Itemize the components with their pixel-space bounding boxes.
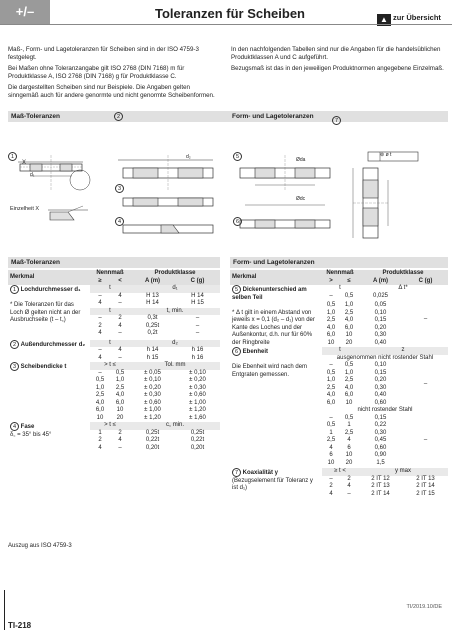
- col-header: C (g): [403, 278, 448, 286]
- sub-header: c꜀ min.: [130, 422, 220, 430]
- cell: 10: [345, 399, 353, 406]
- cell: 6,0: [115, 399, 125, 406]
- col-header: ≤: [340, 278, 358, 286]
- feature-note: * Die Toleranzen für das Loch Ø gelten nicht an der Ausbruchseite (t – t꜀): [10, 302, 81, 324]
- cell: 0,15: [374, 414, 387, 421]
- intro-paragraph: In den nachfolgenden Tabellen sind nur die Angaben für die handelsüblichen Produktklassen A und C aufgeführt.: [231, 46, 441, 61]
- cell: 10: [345, 332, 353, 339]
- cell: 0,5: [344, 362, 354, 369]
- cell: –: [195, 315, 200, 321]
- intro-paragraph: Die dargestellten Scheiben sind nur Beispiele. Die Angaben gelten sinngemäß auch für andere genormte und nicht genormte Scheibenformen.: [8, 84, 215, 99]
- cell: 0,30: [374, 384, 387, 391]
- cell: H 15: [191, 300, 204, 306]
- cell: 10: [116, 407, 124, 413]
- sub-header: ≥ t <: [322, 468, 358, 476]
- col-header: Merkmal: [230, 270, 322, 285]
- cell: ± 0,20: [189, 377, 206, 383]
- cell: 6,0: [344, 324, 354, 331]
- num-circle: 3: [115, 184, 124, 193]
- cell: 2,5: [344, 377, 354, 384]
- cell: 2: [98, 437, 102, 443]
- cell: –: [329, 475, 333, 482]
- col-header: A (m): [358, 278, 403, 286]
- cell: 6,0: [344, 392, 354, 399]
- feature-note: * Δ t gilt in einem Abstand von jeweils x = 0,1 (d₂ – d₁) von der Kante des Loches und der Außenkontur, d.h. nur für 60% der Ringbreite: [232, 309, 315, 346]
- sub-header: t꜀ min.: [130, 308, 220, 316]
- cell: h 16: [191, 354, 204, 361]
- cell: 2: [98, 322, 102, 329]
- col-header: Produktklasse: [130, 270, 220, 278]
- intro-right: [231, 46, 445, 76]
- cell: 2 IT 13: [416, 475, 435, 482]
- col-header: Produktklasse: [358, 270, 448, 278]
- cell: 0,20: [374, 324, 387, 331]
- cell: 4: [118, 322, 122, 329]
- fig-label-3: [115, 180, 124, 198]
- cell: ± 1,00: [144, 407, 161, 413]
- cell: 0,30: [374, 429, 387, 436]
- cell: ± 0,30: [189, 384, 206, 391]
- cell: ± 0,05: [144, 369, 161, 376]
- cell: –: [98, 369, 102, 376]
- cell: 2 IT 15: [416, 490, 435, 497]
- cell: 0,5: [326, 302, 336, 309]
- cell: 4,0: [344, 384, 354, 391]
- document-code: TI/2019.10/DE: [406, 604, 442, 610]
- cell: –: [423, 380, 428, 387]
- cell: 4: [118, 437, 122, 443]
- cell: 10: [327, 339, 335, 346]
- cell: 0,25t: [145, 429, 160, 436]
- cell: 2: [329, 483, 333, 490]
- sub-header: > t ≤: [90, 362, 130, 370]
- feature-label: Ebenheit: [242, 349, 269, 356]
- sub-header: t: [322, 347, 358, 355]
- frame-label: ⊚ ø t: [380, 152, 392, 158]
- table-row: [8, 340, 220, 348]
- intro-left: [8, 46, 220, 103]
- d1-label: d₁: [30, 172, 35, 178]
- cell: 1: [329, 429, 333, 436]
- cell: 0,15: [374, 369, 387, 376]
- dc-label: Ødc: [296, 196, 306, 202]
- cell: h 14: [146, 347, 159, 353]
- fig-label-4: [115, 213, 124, 231]
- left-tolerance-table: [8, 270, 220, 452]
- cell: 1,0: [344, 369, 354, 376]
- cell: 6,0: [326, 399, 336, 406]
- cell: 4,0: [344, 317, 354, 324]
- cell: –: [98, 315, 102, 321]
- feature-label: Lochdurchmesser d₁: [20, 287, 81, 294]
- cell: –: [423, 316, 428, 323]
- cell: 2: [347, 475, 351, 482]
- right-tolerance-table: [230, 270, 448, 498]
- table-row: [230, 285, 448, 293]
- cell: 2,5: [326, 317, 336, 324]
- table-row: [230, 468, 448, 476]
- cell: ± 0,10: [189, 369, 206, 376]
- cell: ± 1,00: [189, 399, 206, 406]
- col-header: Nennmaß: [322, 270, 358, 278]
- sub-header: d₁: [130, 285, 220, 293]
- intro-paragraph: Bei Maßen ohne Toleranzangabe gilt ISO 2768 (DIN 7168) m für Produktklasse A, ISO 2768 (DIN 7168) g für Produktklasse C.: [8, 65, 185, 80]
- cell: 4: [98, 330, 102, 336]
- cell: ± 0,60: [144, 399, 161, 406]
- cell: 4: [329, 490, 333, 497]
- cell: 0,40: [374, 392, 387, 399]
- num-circle: 1: [8, 152, 17, 161]
- cell: 1,0: [115, 377, 125, 383]
- cell: 2: [118, 429, 122, 436]
- cell: 0,40: [374, 339, 387, 346]
- figures-form-title: Form- und Lagetoleranzen: [232, 113, 314, 120]
- cell: 2,5: [95, 392, 105, 398]
- feature-label: Außendurchmesser d₂: [20, 341, 86, 348]
- cell: –: [347, 490, 351, 497]
- table-row: [8, 422, 220, 430]
- cell: H 13: [146, 292, 159, 299]
- fig-label-5: [233, 148, 242, 166]
- cell: –: [98, 347, 102, 353]
- cell: 2,5: [115, 384, 125, 391]
- cell: 0,60: [374, 399, 387, 406]
- num-circle: 6: [233, 217, 242, 226]
- cell: 1,5: [376, 459, 385, 466]
- cell: 0,025: [372, 292, 388, 299]
- num-circle: 5: [232, 285, 241, 294]
- cell: 6: [329, 452, 333, 459]
- sub-header: Δ t*: [398, 285, 408, 291]
- cell: 4,0: [115, 392, 125, 398]
- feature-cell: [8, 285, 90, 340]
- band-label: ausgenommen nicht rostender Stahl: [336, 354, 434, 361]
- page-header: [0, 0, 452, 40]
- cell: 4,0: [95, 399, 105, 406]
- feature-cell: [8, 340, 90, 363]
- cell: 6: [347, 444, 351, 451]
- cell: 1,0: [95, 384, 105, 391]
- cell: ± 0,10: [144, 377, 161, 383]
- source-note: Auszug aus ISO 4759-3: [8, 543, 72, 549]
- cell: 0,15: [374, 317, 387, 324]
- num-circle: 6: [232, 347, 241, 356]
- cell: –: [423, 437, 428, 444]
- feature-label: Fase: [20, 424, 35, 431]
- col-header: <: [110, 278, 130, 286]
- cell: ± 1,20: [189, 407, 206, 413]
- cell: 0,10: [374, 362, 387, 369]
- table-row: [8, 362, 220, 370]
- num-circle: 2: [114, 112, 123, 121]
- left-table-bar: Maß-Toleranzen: [8, 257, 220, 268]
- cell: 2,5: [344, 309, 354, 316]
- cell: 1: [98, 429, 102, 436]
- table-header-row: [230, 270, 448, 278]
- cell: 4,0: [326, 324, 336, 331]
- num-circle: 2: [10, 340, 19, 349]
- cell: 0,2t: [147, 330, 158, 336]
- intro-paragraph: Bezugsmaß ist das in den jeweiligen Produktnormen angegebene Einzelmaß.: [231, 65, 444, 72]
- cell: 2,5: [344, 429, 354, 436]
- cell: 4: [98, 354, 102, 361]
- fig-7-drawing: [338, 150, 448, 245]
- table-row: [230, 347, 448, 355]
- cell: 0,05: [374, 302, 387, 309]
- fig-label-6: [233, 213, 242, 231]
- cell: 4: [329, 444, 333, 451]
- cell: 2 IT 14: [416, 483, 435, 490]
- cell: –: [195, 322, 200, 329]
- cell: 0,20t: [145, 444, 160, 451]
- cell: ± 0,30: [144, 392, 161, 398]
- header-rule: [0, 24, 452, 25]
- d2-label: d₂: [186, 154, 191, 160]
- cell: –: [118, 330, 122, 336]
- detail-label: Einzelheit X: [10, 206, 40, 212]
- cell: 4: [118, 292, 122, 299]
- cell: 10: [96, 414, 104, 421]
- cell: 0,90: [374, 452, 387, 459]
- cell: 4: [347, 437, 351, 444]
- cell: ± 0,20: [144, 384, 161, 391]
- cell: 0,60: [374, 444, 387, 451]
- page-edge-line: [4, 590, 5, 630]
- fig-2-3-4-drawing: [113, 150, 223, 245]
- col-header: Nennmaß: [90, 270, 130, 278]
- sub-header: Tol. mm: [130, 362, 220, 370]
- feature-cell: [8, 422, 90, 452]
- col-header: ≥: [90, 278, 110, 286]
- num-circle: 4: [115, 217, 124, 226]
- feature-note: Die Ebenheit wird nach dem Entgraten gemessen.: [232, 364, 308, 378]
- cell: –: [195, 330, 200, 336]
- fig-label-7: [332, 112, 341, 130]
- sub-header: t: [90, 285, 130, 293]
- sub-header: y max: [358, 468, 448, 476]
- col-header: >: [322, 278, 340, 286]
- num-circle: 7: [332, 116, 341, 125]
- table-row: [8, 285, 220, 293]
- cell: 0,45: [374, 437, 387, 444]
- cell: 6,0: [326, 332, 336, 339]
- cell: –: [329, 414, 333, 421]
- cell: 0,5: [344, 292, 354, 299]
- cell: 2,5: [326, 384, 336, 391]
- feature-note: (Bezugselement für Toleranz y ist d₁): [232, 477, 313, 492]
- cell: 2: [118, 315, 122, 321]
- cell: ± 0,60: [189, 392, 206, 398]
- cell: 0,25t: [190, 429, 205, 436]
- feature-label: Koaxialität y: [242, 470, 279, 477]
- feature-cell: [230, 285, 322, 347]
- sub-header: z: [358, 347, 448, 355]
- cell: 0,3t: [147, 315, 158, 321]
- cell: 0,5: [344, 414, 354, 421]
- cell: H 14: [191, 292, 204, 299]
- sub-header: t: [90, 340, 130, 348]
- cell: 4: [118, 347, 122, 353]
- sub-header: d₂: [130, 340, 220, 348]
- band-label: nicht rostender Stahl: [357, 407, 413, 414]
- cell: 10: [327, 459, 335, 466]
- cell: 20: [345, 339, 353, 346]
- cell: 10: [345, 452, 353, 459]
- col-header: C (g): [175, 278, 220, 286]
- sub-header: t: [90, 308, 130, 316]
- cell: –: [329, 362, 333, 369]
- cell: 2 IT 14: [371, 490, 390, 497]
- col-header: Merkmal: [8, 270, 90, 285]
- cell: 2 IT 12: [371, 475, 390, 482]
- feature-note: δ꜀ = 35° bis 45°: [10, 431, 52, 438]
- num-circle: 5: [233, 152, 242, 161]
- cell: 4,0: [326, 392, 336, 399]
- cell: –: [98, 292, 102, 299]
- figures-area: [8, 150, 448, 245]
- feature-label: Scheibendicke t: [20, 364, 67, 371]
- cell: 20: [345, 459, 353, 466]
- num-circle: 1: [10, 285, 19, 294]
- cell: h 16: [191, 347, 204, 353]
- feature-cell: [8, 362, 90, 422]
- cell: ± 1,20: [144, 414, 161, 421]
- cell: 2 IT 13: [371, 483, 390, 490]
- cell: 0,10: [374, 309, 387, 316]
- cell: 1,0: [326, 377, 336, 384]
- cell: 2,5: [326, 437, 336, 444]
- cell: 0,22: [374, 422, 387, 429]
- feature-cell: [230, 468, 322, 498]
- cell: h 15: [146, 354, 159, 361]
- right-table-bar: Form- und Lagetoleranzen: [230, 257, 448, 268]
- fig-5-6-drawing: [230, 150, 340, 245]
- cell: 4: [98, 300, 102, 306]
- cell: 0,20t: [190, 444, 205, 451]
- num-circle: 7: [232, 468, 241, 477]
- cell: 0,5: [95, 377, 105, 383]
- figures-dim-title: Maß-Toleranzen: [11, 113, 60, 120]
- feature-label: Dickenunterschied am selben Teil: [232, 287, 307, 301]
- x-label: X: [22, 160, 27, 166]
- fig-label-2: [114, 112, 123, 121]
- cell: H 14: [146, 300, 159, 306]
- da-label: Øda: [296, 157, 306, 163]
- page-number: TI-218: [8, 621, 32, 630]
- sub-header: t: [339, 285, 341, 291]
- home-arrow-icon: ▲: [377, 14, 391, 26]
- overview-link-label: zur Übersicht: [393, 13, 441, 22]
- num-circle: 3: [10, 362, 19, 371]
- intro-paragraph: Maß-, Form- und Lagetoleranzen für Scheiben sind in der ISO 4759-3 festgelegt.: [8, 46, 199, 61]
- cell: 4: [98, 444, 102, 451]
- cell: 0,20: [374, 377, 387, 384]
- cell: 0,30: [374, 332, 387, 339]
- cell: 1: [347, 422, 351, 429]
- cell: 6,0: [95, 407, 105, 413]
- cell: 0,5: [326, 422, 336, 429]
- cell: 1,0: [326, 309, 336, 316]
- sub-header: > t ≤: [90, 422, 130, 430]
- col-header: A (m): [130, 278, 175, 286]
- figures-bar: [8, 111, 448, 122]
- cell: 1,0: [344, 302, 354, 309]
- cell: 0,22t: [145, 437, 160, 443]
- cell: 0,22t: [190, 437, 205, 443]
- cell: –: [329, 292, 333, 299]
- cell: 0,25t: [145, 322, 160, 329]
- cell: 0,5: [326, 369, 336, 376]
- cell: 20: [116, 414, 124, 421]
- num-circle: 4: [10, 422, 19, 431]
- cell: 0,5: [115, 369, 125, 376]
- feature-cell: [230, 347, 322, 468]
- section-tag: +/–: [0, 0, 50, 24]
- page-title: Toleranzen für Scheiben: [154, 6, 305, 21]
- cell: ± 1,60: [189, 414, 206, 421]
- cell: –: [118, 354, 122, 361]
- cell: –: [118, 444, 122, 451]
- cell: 4: [347, 483, 351, 490]
- cell: –: [118, 300, 122, 306]
- table-header-row: [8, 270, 220, 278]
